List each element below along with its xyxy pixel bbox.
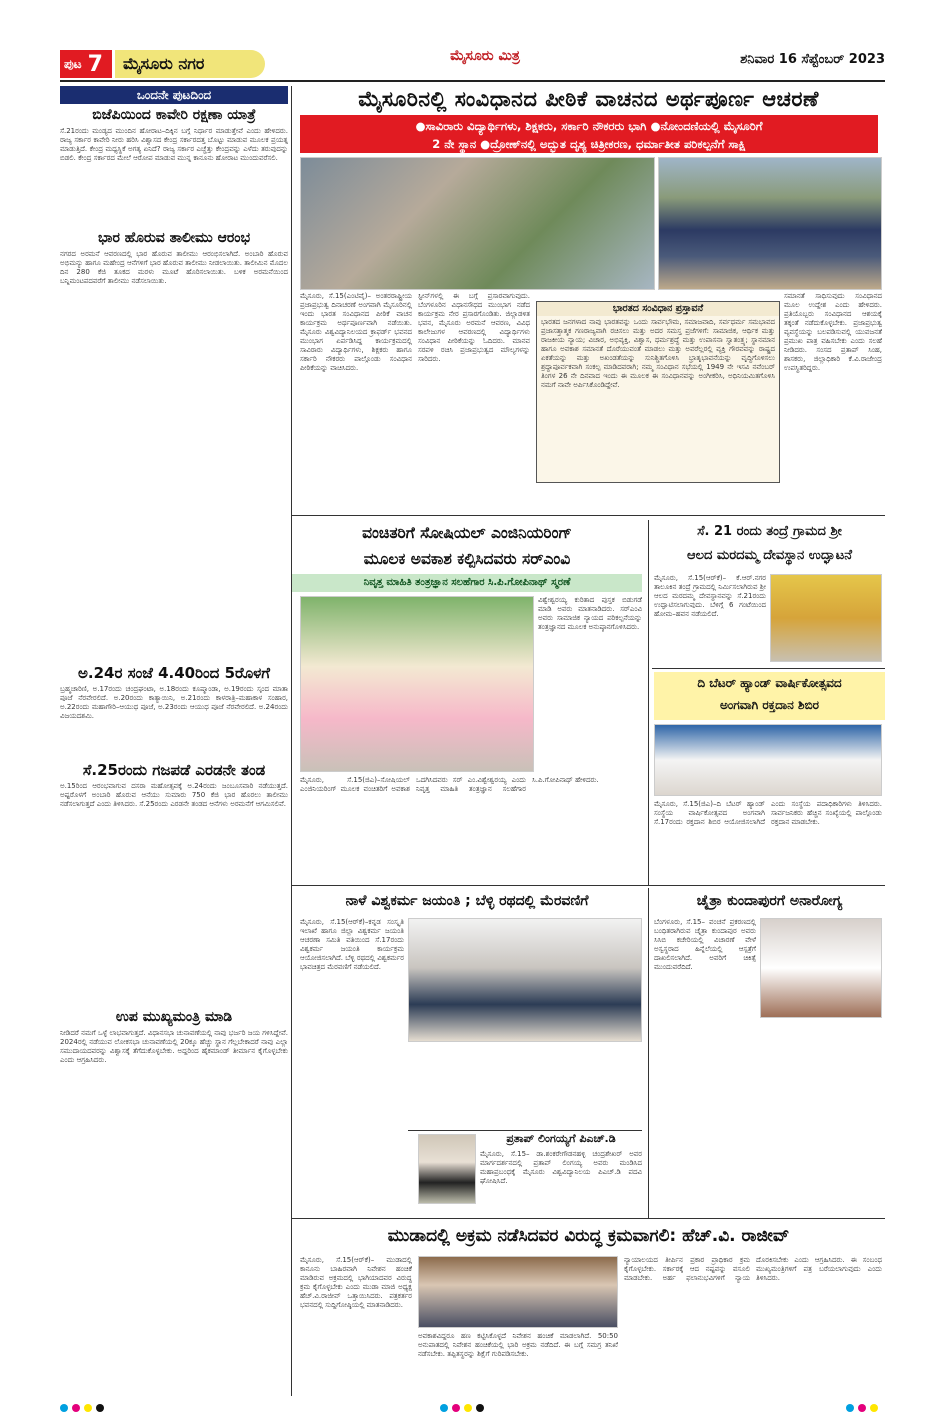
social-subhead: ನಿವೃತ್ತ ಮಾಹಿತಿ ತಂತ್ರಜ್ಞಾನ ಸಲಹೆಗಾರ ಸಿ.ಪಿ.ಗೋಪಿನಾಥ್ ಸ್ಮರಣೆ — [292, 574, 642, 592]
cyan-registration-dot — [60, 1404, 68, 1412]
mid-rule — [292, 885, 885, 886]
constitution-preamble-box — [536, 301, 780, 483]
lead-body-a: ಮೈಸೂರು, ಸೆ.15(ಎಂಟಿವೈ)– ಅಂತರರಾಷ್ಟ್ರೀಯ ಪ್ರಜಾಪ್ರಭುತ್ವ ದಿನಾಚರಣೆ ಅಂಗವಾಗಿ ಮೈಸೂರಿನಲ್ಲಿ ಇಂದು ಭಾರತ ಸಂವಿಧಾನದ ಪೀಠಿಕೆ ವಾಚನ ಕಾರ್ಯಕ್ರಮ ಅರ್ಥಪೂರ್ಣವಾಗಿ ನಡೆಯಿತು. ಮೈಸೂರು ವಿಶ್ವವಿದ್ಯಾನಿಲಯದ ಕ್ರಾಫರ್ಡ್ ಭವನದ ಮುಂಭಾಗ ಏರ್ಪಡಿಸಿದ್ದ ಕಾರ್ಯಕ್ರಮದಲ್ಲಿ ಸಾವಿರಾರು ವಿದ್ಯಾರ್ಥಿಗಳು, ಶಿಕ್ಷಕರು ಹಾಗೂ ಸರ್ಕಾರಿ ನೌಕರರು ಪಾಲ್ಗೊಂಡು ಸಂವಿಧಾನ ಪೀಠಿಕೆಯನ್ನು ವಾಚಿಸಿದರು. — [300, 292, 412, 372]
yellow-registration-dot-center — [464, 1404, 472, 1412]
blood-photo — [654, 724, 882, 796]
rajeev-body-c: ನ್ಯಾಯಾಲಯದ ತೀರ್ಪಿನ ಪ್ರಕಾರ ಪ್ರಾಧಿಕಾರ ಕ್ರಮ ಕೈಗೊಳ್ಳಬೇಕು. ಸರ್ಕಾರಕ್ಕೆ ಆದ ನಷ್ಟವನ್ನು ವಸೂಲಿ ಮಾಡಬೇಕು. ಅರ್ಹ ಫಲಾನುಭವಿಗಳಿಗೆ ನ್ಯಾಯ ದೊರಕಿಸಬೇಕು ಎಂದು ಆಗ್ರಹಿಸಿದರು. ಈ ಸಂಬಂಧ ಮುಖ್ಯಮಂತ್ರಿಗಳಿಗೆ ಪತ್ರ ಬರೆಯಲಾಗುವುದು ಎಂದು ತಿಳಿಸಿದರು. — [624, 1256, 882, 1282]
story4-body: ಅ.15ರಿಂದ ಆರಂಭವಾಗುವ ದಸರಾ ಮಹೋತ್ಸವಕ್ಕೆ ಅ.24ರಂದು ಜಂಬೂಸವಾರಿ ನಡೆಯುತ್ತದೆ. ಅಷ್ಟರೊಳಗೆ ಅಂಬಾರಿ ಹೊರುವ ಆನೆಯು ಸುಮಾರು 750 ಕೆಜಿ ಭಾರ ಹೊರಲು ತಾಲೀಮು ನಡೆಸಲಾಗುತ್ತದೆ ಎಂದು ತಿಳಿಸಿದರು. ಸೆ.25ರಂದು ಎರಡನೇ ತಂಡದ ಆನೆಗಳು ಅರಮನೆಗೆ ಆಗಮಿಸಲಿವೆ. — [60, 782, 288, 808]
social-headline-line2: ಮೂಲಕ ಅವಕಾಶ ಕಲ್ಪಿಸಿದವರು ಸರ್‌ಎಂವಿ — [363, 550, 571, 568]
lead-bottom-rule — [292, 515, 885, 516]
blood-headline-line1: ದಿ ಬೆಟರ್ ಹ್ಯಾಂಡ್ ವಾರ್ಷಿಕೋತ್ಸವದ — [697, 676, 842, 690]
magenta-registration-dot-center — [452, 1404, 460, 1412]
masthead: ಮೈಸೂರು ಮಿತ್ರ — [450, 48, 520, 64]
lead-deck-line1: ●ಸಾವಿರಾರು ವಿದ್ಯಾರ್ಥಿಗಳು, ಶಿಕ್ಷಕರು, ಸರ್ಕಾರಿ ನೌಕರರು ಭಾಗಿ ●ನೋಂದಣಿಯಲ್ಲಿ ಮೈಸೂರಿಗೆ — [415, 119, 763, 133]
header-rule — [60, 80, 885, 82]
story3-headline: ಅ.24ರ ಸಂಜೆ 4.40ರಿಂದ 5ರೊಳಗೆ — [77, 664, 271, 682]
temple-body: ಮೈಸೂರು, ಸೆ.15(ಆರ್‌ಕೆ)– ಕೆ.ಆರ್.ನಗರ ತಾಲೂಕಿನ ತಂದ್ರೆ ಗ್ರಾಮದಲ್ಲಿ ನಿರ್ಮಿಸಲಾಗಿರುವ ಶ್ರೀ ಆಲದ ಮರದಮ್ಮ ದೇವಸ್ಥಾನವನ್ನು ಸೆ.21ರಂದು ಉದ್ಘಾಟಿಸಲಾಗುವುದು. ಬೆಳಿಗ್ಗೆ 6 ಗಂಟೆಯಿಂದ ಹೋಮ–ಹವನ ನಡೆಯಲಿದೆ. — [654, 574, 766, 618]
yellow-registration-dot-right — [870, 1404, 878, 1412]
story5-body: ನೀಡಿದರೆ ನಮಗೆ ಒಳ್ಳೆ ಲಾಭವಾಗುತ್ತದೆ. ವಿಧಾನಸಭಾ ಚುನಾವಣೆಯಲ್ಲಿ ನಾವು ಭರ್ಜರಿ ಜಯ ಗಳಿಸಿದ್ದೇವೆ. 2024ರಲ್ಲಿ ನಡೆಯುವ ಲೋಕಸಭಾ ಚುನಾವಣೆಯಲ್ಲಿ 20ಕ್ಕೂ ಹೆಚ್ಚು ಸ್ಥಾನ ಗೆಲ್ಲಬೇಕಾದರೆ ನಾವು ಎಲ್ಲಾ ಸಮುದಾಯದವರನ್ನು ವಿಶ್ವಾಸಕ್ಕೆ ತೆಗೆದುಕೊಳ್ಳಬೇಕು. ಅದ್ದರಿಂದ ಹೈಕಮಾಂಡ್ ತೀರ್ಮಾನ ಕೈಗೊಳ್ಳಬೇಕು ಎಂದು ಆಗ್ರಹಿಸಿದರು. — [60, 1029, 288, 1064]
kicker-continued: ಒಂದನೇ ಪುಟದಿಂದ — [60, 86, 288, 104]
story1-headline: ಬಿಜೆಪಿಯಿಂದ ಕಾವೇರಿ ರಕ್ಷಣಾ ಯಾತ್ರೆ — [92, 107, 256, 123]
chaitra-divider — [648, 888, 649, 1218]
dateline: ಶನಿವಾರ 16 ಸೆಪ್ಟೆಂಬರ್ 2023 — [740, 52, 885, 67]
left-column — [60, 86, 288, 1396]
blood-body: ಮೈಸೂರು, ಸೆ.15(ಜಿಎ)–ದಿ ಬೆಟರ್ ಹ್ಯಾಂಡ್ ಸಂಸ್ಥೆಯ ವಾರ್ಷಿಕೋತ್ಸವದ ಅಂಗವಾಗಿ ಸೆ.17ರಂದು ರಕ್ತದಾನ ಶಿಬಿರ ಆಯೋಜಿಸಲಾಗಿದೆ ಎಂದು ಸಂಸ್ಥೆಯ ಪದಾಧಿಕಾರಿಗಳು ತಿಳಿಸಿದರು. ಸಾರ್ವಜನಿಕರು ಹೆಚ್ಚಿನ ಸಂಖ್ಯೆಯಲ್ಲಿ ಪಾಲ್ಗೊಂಡು ರಕ್ತದಾನ ಮಾಡಬೇಕು. — [654, 800, 882, 826]
blood-headline-line2: ಅಂಗವಾಗಿ ರಕ್ತದಾನ ಶಿಬಿರ — [720, 698, 819, 712]
pratap-photo — [418, 1134, 476, 1204]
lead-photo-aerial — [658, 157, 882, 290]
chaitra-headline: ಚೈತ್ರಾ ಕುಂದಾಪುರಗೆ ಅನಾರೋಗ್ಯ — [696, 893, 843, 909]
temple-photo — [770, 574, 882, 662]
chaitra-photo — [760, 918, 882, 1018]
pratap-body: ಮೈಸೂರು, ಸೆ.15– ಡಾ.ಶಂಕರೇಗೌಡನಹಳ್ಳಿ ಚಂದ್ರಶೇಖರ್ ಅವರ ಮಾರ್ಗದರ್ಶನದಲ್ಲಿ ಪ್ರತಾಪ್ ಲಿಂಗಯ್ಯ ಅವರು ಮಂಡಿಸಿದ ಮಹಾಪ್ರಬಂಧಕ್ಕೆ ಮೈಸೂರು ವಿಶ್ವವಿದ್ಯಾನಿಲಯ ಪಿಎಚ್.ಡಿ ಪದವಿ ಘೋಷಿಸಿದೆ. — [480, 1150, 642, 1185]
vishwakarma-photo — [408, 918, 642, 1042]
vishwakarma-body: ಮೈಸೂರು, ಸೆ.15(ಆರ್‌ಕೆ)–ಕನ್ನಡ ಸಂಸ್ಕೃತಿ ಇಲಾಖೆ ಹಾಗೂ ಜಿಲ್ಲಾ ವಿಶ್ವಕರ್ಮ ಜಯಂತಿ ಆಚರಣಾ ಸಮಿತಿ ವತಿಯಿಂದ ಸೆ.17ರಂದು ವಿಶ್ವಕರ್ಮ ಜಯಂತಿ ಕಾರ್ಯಕ್ರಮ ಆಯೋಜಿಸಲಾಗಿದೆ. ಬೆಳ್ಳಿ ರಥದಲ್ಲಿ ವಿಶ್ವಕರ್ಮರ ಭಾವಚಿತ್ರದ ಮೆರವಣಿಗೆ ನಡೆಯಲಿದೆ. — [300, 918, 404, 971]
preamble-title: ಭಾರತದ ಸಂವಿಧಾನ ಪ್ರಸ್ತಾವನೆ — [537, 302, 779, 316]
story2-headline: ಭಾರ ಹೊರುವ ತಾಲೀಮು ಆರಂಭ — [97, 230, 251, 246]
chaitra-body: ಬೆಂಗಳೂರು, ಸೆ.15– ವಂಚನೆ ಪ್ರಕರಣದಲ್ಲಿ ಬಂಧಿತರಾಗಿರುವ ಚೈತ್ರಾ ಕುಂದಾಪುರ ಅವರು ಸಿಸಿಬಿ ಕಚೇರಿಯಲ್ಲಿ ವಿಚಾರಣೆ ವೇಳೆ ಅಸ್ವಸ್ಥರಾದ ಹಿನ್ನೆಲೆಯಲ್ಲಿ ಆಸ್ಪತ್ರೆಗೆ ದಾಖಲಿಸಲಾಗಿದೆ. ಅವರಿಗೆ ಚಿಕಿತ್ಸೆ ಮುಂದುವರೆದಿದೆ. — [654, 918, 756, 971]
lead-photo-stage — [300, 157, 655, 290]
story5-headline: ಉಪ ಮುಖ್ಯಮಂತ್ರಿ ಮಾಡಿ — [115, 1009, 233, 1025]
rajeev-body-b: ಅವಕಾಶವಿದ್ದರೂ ಹಣ ಕಟ್ಟಿಸಿಕೊಳ್ಳದೆ ನಿವೇಶನ ಹಂಚಿಕೆ ಮಾಡಲಾಗಿದೆ. 50:50 ಅನುಪಾತದಲ್ಲಿ ನಿವೇಶನ ಹಂಚಿಕೆಯಲ್ಲಿ ಭಾರಿ ಅಕ್ರಮ ನಡೆದಿದೆ. ಈ ಬಗ್ಗೆ ಸಮಗ್ರ ತನಿಖೆ ನಡೆಸಬೇಕು. ತಪ್ಪಿತಸ್ಥರನ್ನು ಶಿಕ್ಷೆಗೆ ಗುರಿಪಡಿಸಬೇಕು. — [418, 1332, 618, 1358]
story1-body: ಸೆ.21ರಂದು ಮಂಡ್ಯದ ಮುಂದಿನ ಹೋರಾಟ–ದಿಕ್ಕಿನ ಬಗ್ಗೆ ನಿರ್ಧಾರ ಮಾಡುತ್ತೇವೆ ಎಂದು ಹೇಳಿದರು. ರಾಜ್ಯ ಸರ್ಕಾರ ಕಾವೇರಿ ನೀರು ಹರಿಸಿ ವಿಶ್ವಾಸದ ಕೇಂದ್ರ ಸರ್ಕಾರದತ್ತ ಬೊಟ್ಟು ಮಾಡುವ ಮೂಲಕ ಪ್ರಯತ್ನ ಮಾಡುತ್ತಿದೆ. ಕೇಂದ್ರ ಮಧ್ಯಸ್ಥಿಕೆ ಅಗತ್ಯ ಏನಿದೆ? ರಾಜ್ಯ ಸರ್ಕಾರ ಎಚ್ಚೆತ್ತು ಕೇಂದ್ರವನ್ನು ಎಳೆದು ತರುವುದನ್ನು ಬಿಡಲಿ. ಕೇಂದ್ರ ಸರ್ಕಾರದ ಮೇಲೆ ಆರೋಪ ಮಾಡುವ ಮುನ್ನ ಕಾನೂನು ಹೋರಾಟ ಮುಂದುವರೆಸಲಿ. — [60, 127, 288, 162]
black-registration-dot — [96, 1404, 104, 1412]
cyan-registration-dot-right — [846, 1404, 854, 1412]
pratap-headline: ಪ್ರತಾಪ್ ಲಿಂಗಯ್ಯಗೆ ಪಿಎಚ್.ಡಿ — [506, 1132, 616, 1145]
column-divider — [291, 86, 292, 1396]
lead-headline: ಮೈಸೂರಿನಲ್ಲಿ ಸಂವಿಧಾನದ ಪೀಠಿಕೆ ವಾಚನದ ಅರ್ಥಪೂರ್ಣ ಆಚರಣೆ — [358, 86, 819, 111]
story4-headline: ಸೆ.25ರಂದು ಗಜಪಡೆ ಎರಡನೇ ತಂಡ — [82, 761, 266, 779]
social-body-b: ಮೈಸೂರು, ಸೆ.15(ಜಿಎ)–ಸೋಷಿಯಲ್ ಎಂಜಿನಿಯರಿಂಗ್ ಮೂಲಕ ವಂಚಿತರಿಗೆ ಅವಕಾಶ ಒದಗಿಸಿದವರು ಸರ್ ಎಂ.ವಿಶ್ವೇಶ್ವರಯ್ಯ ಎಂದು ನಿವೃತ್ತ ಮಾಹಿತಿ ತಂತ್ರಜ್ಞಾನ ಸಲಹೆಗಾರ ಸಿ.ಪಿ.ಗೋಪಿನಾಥ್ ಹೇಳಿದರು. — [300, 776, 599, 793]
story3-body: ಬ್ರಹ್ಮಚಾರಿಣಿ, ಅ.17ರಂದು ಚಂದ್ರಘಂಟಾ, ಅ.18ರಂದು ಕೂಷ್ಮಾಂಡಾ, ಅ.19ರಂದು ಸ್ಕಂದ ಮಾತಾ ಪೂಜೆ ನೆರವೇರಲಿದೆ. ಅ.20ರಂದು ಕಾತ್ಯಾಯಿನಿ, ಅ.21ರಂದು ಕಾಳರಾತ್ರಿ–ಮಹಾಕಾಳ ಸಂಹಾರ, ಅ.22ರಂದು ಮಹಾಗೌರಿ–ಆಯುಧ ಪೂಜೆ, ಅ.23ರಂದು ಆಯುಧ ಪೂಜೆ ನೆರವೇರಲಿದೆ. ಅ.24ರಂದು ವಿಜಯದಶಮಿ. — [60, 685, 288, 720]
social-headline-line1: ವಂಚಿತರಿಗೆ ಸೋಷಿಯಲ್ ಎಂಜಿನಿಯರಿಂಗ್ — [362, 524, 572, 542]
magenta-registration-dot — [72, 1404, 80, 1412]
lead-deck — [300, 115, 878, 153]
magenta-registration-dot-right — [858, 1404, 866, 1412]
temple-bottom-rule — [652, 668, 885, 669]
page-number-badge: ಪುಟ 7 — [60, 50, 112, 78]
cyan-registration-dot-center — [440, 1404, 448, 1412]
blood-headline — [654, 672, 885, 720]
temple-headline-line2: ಆಲದ ಮರದಮ್ಮ ದೇವಸ್ಥಾನ ಉದ್ಘಾಟನೆ — [687, 548, 852, 563]
vishwakarma-headline: ನಾಳೆ ವಿಶ್ವಕರ್ಮ ಜಯಂತಿ ; ಬೆಳ್ಳಿ ರಥದಲ್ಲಿ ಮೆರವಣಿಗೆ — [345, 893, 589, 909]
social-divider — [648, 520, 649, 885]
rajeev-headline: ಮುಡಾದಲ್ಲಿ ಅಕ್ರಮ ನಡೆಸಿದವರ ವಿರುದ್ಧ ಕ್ರಮವಾಗಲಿ: ಹೆಚ್.ವಿ. ರಾಜೀವ್ — [387, 1226, 790, 1246]
temple-headline-line1: ಸೆ. 21 ರಂದು ತಂದ್ರೆ ಗ್ರಾಮದ ಶ್ರೀ — [697, 524, 842, 539]
rajeev-body-a: ಮೈಸೂರು, ಸೆ.15(ಆರ್‌ಕೆ)– ಮುಡಾದಲ್ಲಿ ಕಾನೂನು ಬಾಹಿರವಾಗಿ ನಿವೇಶನ ಹಂಚಿಕೆ ಮಾಡಿರುವ ಅಕ್ರಮದಲ್ಲಿ ಭಾಗಿಯಾದವರ ವಿರುದ್ಧ ಕ್ರಮ ಕೈಗೊಳ್ಳಬೇಕು ಎಂದು ಮುಡಾ ಮಾಜಿ ಅಧ್ಯಕ್ಷ ಹೆಚ್.ವಿ.ರಾಜೀವ್ ಒತ್ತಾಯಿಸಿದರು. ಪತ್ರಕರ್ತರ ಭವನದಲ್ಲಿ ಸುದ್ದಿಗೋಷ್ಠಿಯಲ್ಲಿ ಮಾತನಾಡಿದರು. — [300, 1256, 412, 1309]
lower-rule — [292, 1218, 885, 1219]
lead-body-b: ಸ್ಟೀನ್‌ಗಳಲ್ಲಿ ಈ ಬಗ್ಗೆ ಪ್ರಸಾರವಾಗುವುದು. ಬೆಂಗಳೂರಿನ ವಿಧಾನಸೌಧದ ಮುಂಭಾಗ ನಡೆದ ಕಾರ್ಯಕ್ರಮ ನೇರ ಪ್ರಸಾರಗೊಂಡಿತು. ಜಿಲ್ಲಾಡಳಿತ ಭವನ, ಮೈಸೂರು ಅರಮನೆ ಆವರಣ, ವಿವಿಧ ಕಾಲೇಜುಗಳ ಆವರಣದಲ್ಲಿ ವಿದ್ಯಾರ್ಥಿಗಳು ಸಂವಿಧಾನ ಪೀಠಿಕೆಯನ್ನು ಓದಿದರು. ಮಾನವ ಸರಪಳಿ ರಚಿಸಿ ಪ್ರಜಾಪ್ರಭುತ್ವದ ಮೌಲ್ಯಗಳನ್ನು ಸಾರಿದರು. — [418, 292, 530, 363]
social-photo — [300, 596, 534, 772]
yellow-registration-dot — [84, 1404, 92, 1412]
temple-headline — [654, 520, 885, 570]
rajeev-photo — [418, 1256, 618, 1328]
lead-body-c: ಸಮಾನತೆ ಸಾಧಿಸುವುದು ಸಂವಿಧಾನದ ಮೂಲ ಉದ್ದೇಶ ಎಂದು ಹೇಳಿದರು. ಪ್ರತಿಯೊಬ್ಬರು ಸಂವಿಧಾನದ ಆಶಯಕ್ಕೆ ತಕ್ಕಂತೆ ನಡೆದುಕೊಳ್ಳಬೇಕು. ಪ್ರಜಾಪ್ರಭುತ್ವ ವ್ಯವಸ್ಥೆಯನ್ನು ಬಲಪಡಿಸುವಲ್ಲಿ ಯುವಜನತೆ ಪ್ರಮುಖ ಪಾತ್ರ ವಹಿಸಬೇಕು ಎಂದು ಸಲಹೆ ನೀಡಿದರು. ಸಂಸದ ಪ್ರತಾಪ್ ಸಿಂಹ, ಶಾಸಕರು, ಜಿಲ್ಲಾಧಿಕಾರಿ ಕೆ.ವಿ.ರಾಜೇಂದ್ರ ಉಪಸ್ಥಿತರಿದ್ದರು. — [784, 292, 882, 372]
section-name: ಮೈಸೂರು ನಗರ — [115, 50, 265, 78]
social-headline — [292, 520, 642, 574]
story2-body: ನಗರದ ಅರಮನೆ ಆವರಣದಲ್ಲಿ ಭಾರ ಹೊರುವ ತಾಲೀಮು ಆರಂಭಿಸಲಾಗಿದೆ. ಅಂಬಾರಿ ಹೊರುವ ಅಭಿಮನ್ಯು ಹಾಗೂ ಮಹೇಂದ್ರ ಆನೆಗಳಿಗೆ ಭಾರ ಹೊರುವ ತಾಲೀಮು ನೀಡಲಾಯಿತು. ತಾಲೀಮಿನ ಮೊದಲ ದಿನ 280 ಕೆಜಿ ತೂಕದ ಮರಳು ಮೂಟೆ ಹೊರಿಸಲಾಯಿತು. ಬಳಿಕ ಅರಮನೆಯಿಂದ ಬನ್ನಿಮಂಟಪದವರೆಗೆ ತಾಲೀಮು ನಡೆಸಲಾಯಿತು. — [60, 250, 288, 285]
black-registration-dot-center — [476, 1404, 484, 1412]
lead-deck-line2: 2 ನೇ ಸ್ಥಾನ ●ದ್ರೋಣ್‌ನಲ್ಲಿ ಅದ್ಭುತ ದೃಶ್ಯ ಚಿತ್ರೀಕರಣ, ಧರ್ಮಾತೀತ ಪರಿಕಲ್ಪನೆಗೆ ಸಾಕ್ಷಿ — [432, 137, 746, 151]
social-body-a: ವಿಶ್ವೇಶ್ವರಯ್ಯ ಕುರಿತಾದ ಪುಸ್ತಕ ಬಿಡುಗಡೆ ಮಾಡಿ ಅವರು ಮಾತನಾಡಿದರು. ಸರ್‌ಎಂವಿ ಅವರು ಸಾಮಾಜಿಕ ನ್ಯಾಯದ ಪರಿಕಲ್ಪನೆಯನ್ನು ತಂತ್ರಜ್ಞಾನದ ಮೂಲಕ ಅನುಷ್ಠಾನಗೊಳಿಸಿದರು. — [538, 596, 642, 631]
preamble-body: ಭಾರತದ ಜನಗಳಾದ ನಾವು ಭಾರತವನ್ನು ಒಂದು ಸಾರ್ವಭೌಮ, ಸಮಾಜವಾದಿ, ಸರ್ವಧರ್ಮ ಸಮಭಾವದ ಪ್ರಜಾಸತ್ತಾತ್ಮಕ ಗಣರಾಜ್ಯವಾಗಿ ರಚಿಸಲು ಮತ್ತು ಅದರ ಸಮಸ್ತ ಪ್ರಜೆಗಳಿಗೆ: ಸಾಮಾಜಿಕ, ಆರ್ಥಿಕ ಮತ್ತು ರಾಜಕೀಯ ನ್ಯಾಯ; ವಿಚಾರ, ಅಭಿವ್ಯಕ್ತಿ, ವಿಶ್ವಾಸ, ಧರ್ಮಶ್ರದ್ಧೆ ಮತ್ತು ಉಪಾಸನಾ ಸ್ವಾತಂತ್ರ್ಯ; ಸ್ಥಾನಮಾನ ಹಾಗೂ ಅವಕಾಶ ಸಮಾನತೆ ದೊರೆಯುವಂತೆ ಮಾಡಲು ಮತ್ತು ಅವರೆಲ್ಲರಲ್ಲಿ ವ್ಯಕ್ತಿ ಗೌರವವನ್ನು ರಾಷ್ಟ್ರದ ಏಕತೆಯನ್ನು ಮತ್ತು ಅಖಂಡತೆಯನ್ನು ಸುನಿಶ್ಚಿತಗೊಳಿಸಿ ಭ್ರಾತೃಭಾವನೆಯನ್ನು ವೃದ್ಧಿಗೊಳಿಸಲು ಶ್ರದ್ಧಾಪೂರ್ವಕವಾಗಿ ಸಂಕಲ್ಪ ಮಾಡಿದವರಾಗಿ; ನಮ್ಮ ಸಂವಿಧಾನ ಸಭೆಯಲ್ಲಿ 1949 ನೇ ಇಸವಿ ನವೆಂಬರ್ ತಿಂಗಳ 26 ನೇ ದಿನವಾದ ಇಂದು ಈ ಮೂಲಕ ಈ ಸಂವಿಧಾನವನ್ನು ಅಂಗೀಕರಿಸಿ, ಅಧಿನಿಯಮಿತಗೊಳಿಸಿ ನಮಗೆ ನಾವೇ ಅರ್ಪಿಸಿಕೊಂಡಿದ್ದೇವೆ. — [541, 318, 775, 389]
